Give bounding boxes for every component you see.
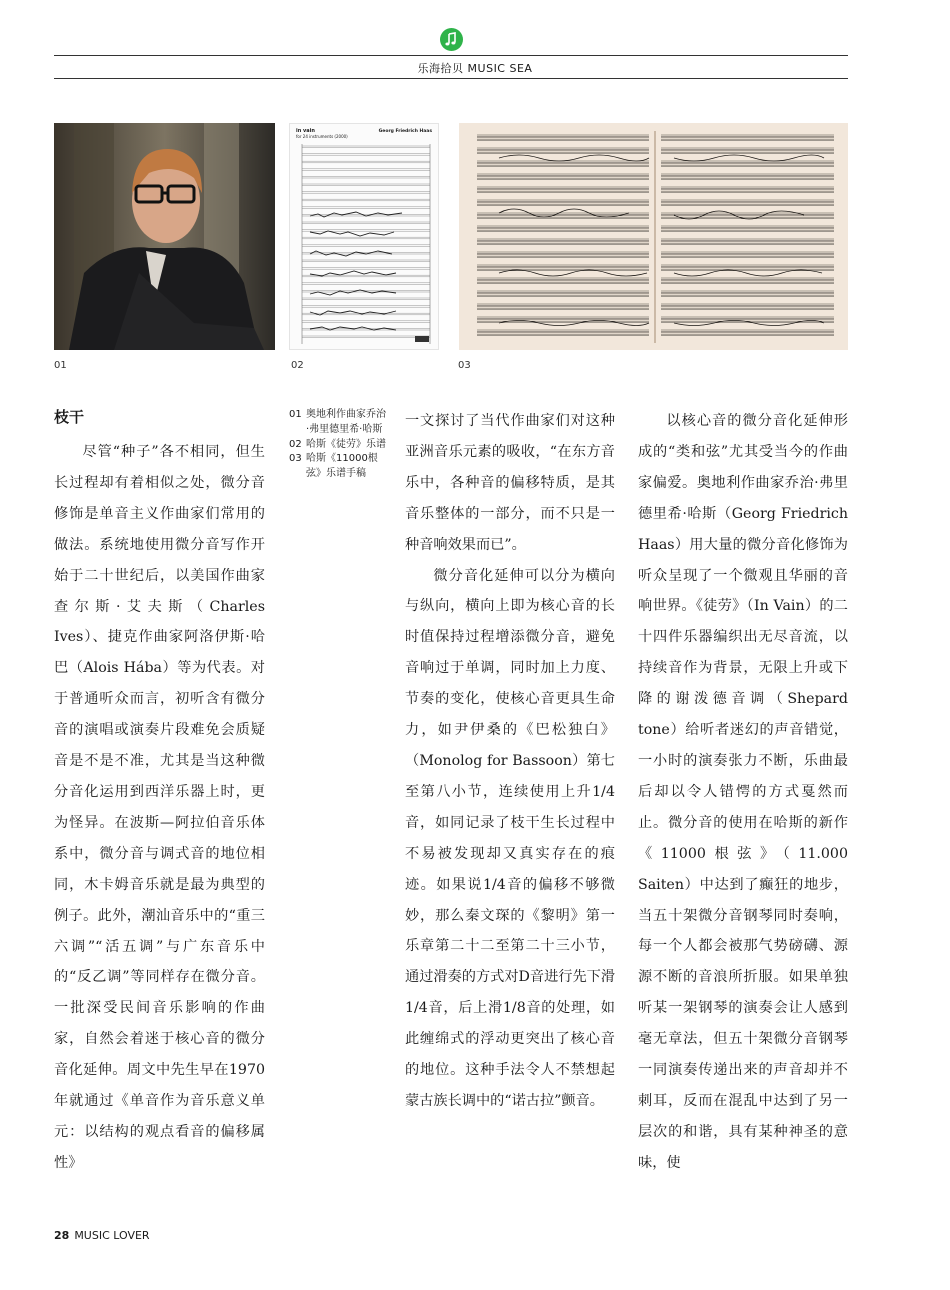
article-column-1 — [54, 406, 265, 1179]
section-heading: 枝干 — [54, 408, 85, 426]
article-column-3 — [638, 406, 848, 1179]
paragraph: 以核心音的微分音化延伸形成的“类和弦”尤其受当今的作曲家偏爱。奥地利作曲家乔治·弗里德里希·哈斯（Georg Friedrich Haas）用大量的微分音化修饰为听众呈现了一个微观且华丽的音响世界。《徒劳》（In Vain）的二十四件乐器编织出无尽音流，以持续音作为背景，无限上升或下降的谢泼德音调（Shepard tone）给听者迷幻的声音错觉，一小时的演奏张力不断，乐曲最后却以令人错愕的方式戛然而止。微分音的使用在哈斯的新作《11000根弦》（11.000 Saiten）中达到了癫狂的地步，当五十架微分音钢琴同时奏响，每一个人都会被那气势磅礴、源源不断的音浪所折服。如果单独听某一架钢琴的演奏会让人感到毫无章法，但五十架微分音钢琴一同演奏传递出来的声音却并不刺耳，反而在混乱中达到了另一层次的和谐，具有某种神圣的意味，使 — [638, 413, 848, 1171]
caption-item — [289, 452, 387, 482]
caption-text: 哈斯《徒劳》乐谱 — [306, 438, 386, 450]
article-column-2 — [405, 406, 615, 1117]
section-label: 乐海拾贝 MUSIC SEA — [417, 62, 533, 75]
paragraph: 微分音化延伸可以分为横向与纵向，横向上即为核心音的长时值保持过程增添微分音，避免音响过于单调，同时加上力度、节奏的变化，使核心音更具生命力，如尹伊桑的《巴松独白》（Monolog for Bassoon）第七至第八小节，连续使用上升1/4音，如同记录了枝干生长过程中不易被发现却又真实存在的痕迹。如果说1/4音的偏移不够微妙，那么秦文琛的《黎明》第一乐章第二十二至第二十三小节，通过滑奏的方式对D音进行先下滑1/4音，后上滑1/8音的处理，如此缠绵式的浮动更突出了核心音的地位。这种手法令人不禁想起蒙古族长调中的“诺古拉”颤音。 — [405, 567, 616, 1109]
figure-captions — [289, 408, 387, 482]
score-subtitle: for 24 instruments (2000) — [296, 134, 348, 139]
caption-text: 哈斯《11000根弦》乐谱手稿 — [306, 453, 378, 480]
paragraph: 尽管“种子”各不相同，但生长过程却有着相似之处，微分音修饰是单音主义作曲家们常用的做法。系统地使用微分音写作开始于二十世纪后，以美国作曲家查尔斯·艾夫斯（Charles Ives）、捷克作曲家阿洛伊斯·哈巴（Alois Hába）等为代表。对于普通听众而言，初听含有微分音的演唱或演奏片段难免会质疑音是不是不准，尤其是当这种微分音化运用到西洋乐器上时，更为怪异。在波斯—阿拉伯音乐体系中，微分音与调式音的地位相同，木卡姆音乐就是最为典型的例子。此外，潮汕音乐中的“重三六调”“活五调”与广东音乐中的“反乙调”等同样存在微分音。一批深受民间音乐影响的作曲家，自然会着迷于核心音的微分音化延伸。周文中先生早在1970年就通过《单音作为音乐意义单元：以结构的观点看音的偏移属性》 — [54, 444, 265, 1171]
score-composer: Georg Friedrich Haas — [378, 129, 432, 134]
figure-number-01: 01 — [54, 360, 67, 371]
score-title: in vain — [296, 128, 315, 134]
figure-manuscript-11000-saiten — [459, 123, 848, 350]
paragraph: 一文探讨了当代作曲家们对这种亚洲音乐元素的吸收，“在东方音乐中，各种音的偏移特质，是其音乐整体的一部分，而不只是一种音响效果而已”。 — [405, 413, 615, 553]
figure-number-02: 02 — [291, 360, 304, 371]
page-footer — [54, 1229, 150, 1242]
caption-number: 01 — [289, 409, 302, 420]
caption-text: 奥地利作曲家乔治·弗里德里希·哈斯 — [306, 409, 386, 435]
magazine-name: MUSIC LOVER — [74, 1229, 150, 1242]
music-note-icon — [440, 28, 463, 51]
magazine-logo — [440, 28, 463, 51]
figure-score-in-vain — [289, 123, 439, 350]
caption-number: 02 — [289, 438, 302, 450]
caption-number: 03 — [289, 453, 302, 465]
page-number: 28 — [54, 1229, 70, 1242]
figure-number-03: 03 — [458, 360, 471, 371]
caption-item — [289, 408, 387, 438]
header-rule-bottom — [54, 78, 848, 79]
figure-portrait — [54, 123, 275, 350]
caption-item — [289, 438, 387, 453]
header-rule-top — [54, 55, 848, 56]
